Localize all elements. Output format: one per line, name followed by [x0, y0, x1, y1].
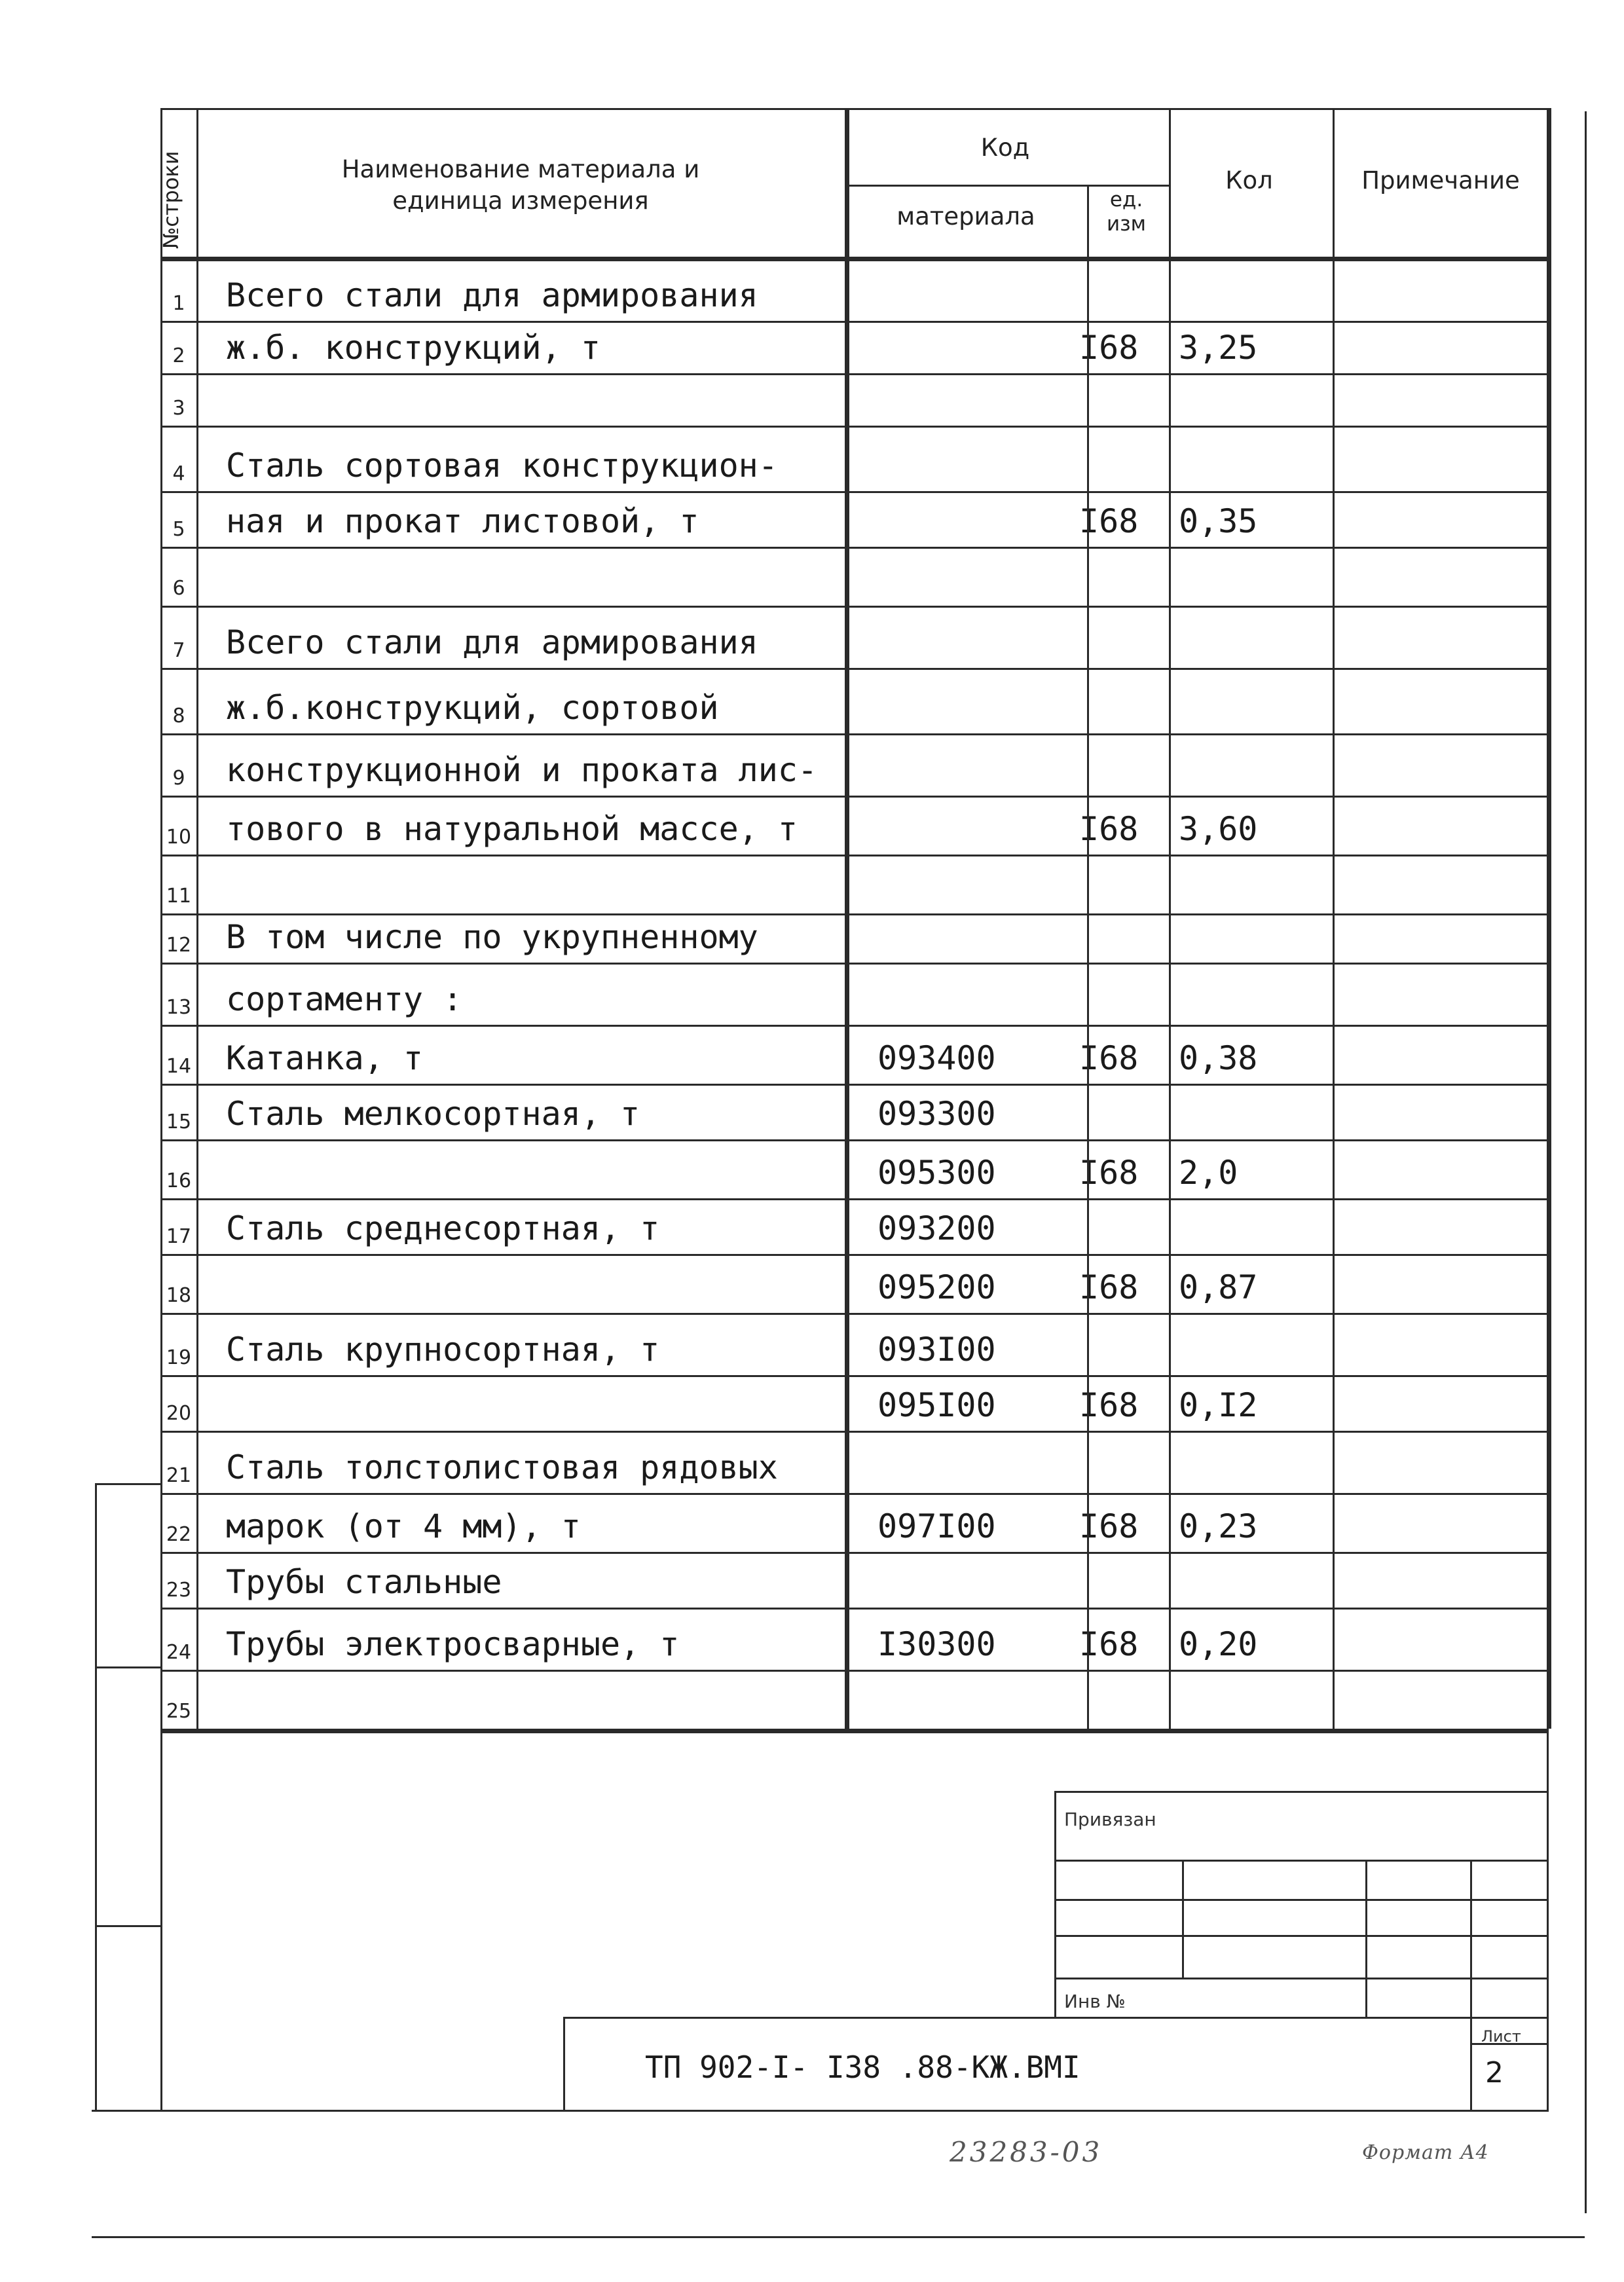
- material-name: Сталь мелкосортная, т: [226, 1095, 640, 1133]
- name-header-line2: единица измерения: [392, 187, 649, 215]
- unit-code: I68: [1079, 1386, 1139, 1424]
- unit-code: I68: [1079, 329, 1139, 367]
- unit-code: I68: [1079, 1154, 1139, 1192]
- grid-line: [563, 2017, 565, 2110]
- material-name: Сталь крупносортная, т: [226, 1331, 660, 1369]
- grid-line: [1470, 2043, 1549, 2045]
- row-number: 9: [172, 767, 185, 790]
- row-number: 2: [172, 344, 185, 367]
- material-name: Сталь сортовая конструкцион-: [226, 447, 778, 485]
- grid-line: [160, 1084, 1549, 1086]
- row-number: 15: [166, 1111, 192, 1133]
- row-number: 11: [166, 885, 192, 908]
- material-code: 095300: [877, 1154, 996, 1192]
- note-header: Примечание: [1361, 166, 1520, 194]
- material-name: Трубы электросварные, т: [226, 1625, 680, 1663]
- grid-line: [1585, 111, 1587, 2213]
- grid-line: [160, 1254, 1549, 1256]
- quantity-value: 0,87: [1179, 1268, 1258, 1306]
- page-format: Формат А4: [1362, 2141, 1489, 2164]
- material-name: Катанка, т: [226, 1039, 424, 1077]
- grid-line: [160, 1670, 1549, 1672]
- row-number: 21: [166, 1464, 192, 1487]
- grid-line: [1054, 1978, 1549, 1979]
- unit-code: I68: [1079, 810, 1139, 848]
- attached-label: Привязан: [1064, 1809, 1156, 1830]
- row-number: 16: [166, 1169, 192, 1192]
- unit-code: I68: [1079, 1507, 1139, 1545]
- material-name: сортаменту :: [226, 980, 463, 1018]
- grid-line: [160, 668, 1549, 670]
- grid-line: [1054, 1791, 1549, 1793]
- grid-line: [160, 1552, 1549, 1554]
- material-name: Всего стали для армирования: [226, 623, 758, 661]
- grid-line: [1365, 1860, 1367, 2017]
- material-name: ная и прокат листовой, т: [226, 502, 699, 540]
- grid-line: [1054, 1935, 1549, 1937]
- material-code: 095I00: [877, 1386, 996, 1424]
- grid-line: [563, 2017, 1549, 2019]
- grid-line: [1547, 1729, 1549, 2110]
- row-number: 12: [166, 934, 192, 957]
- grid-line: [1547, 108, 1551, 1729]
- material-code: 093300: [877, 1095, 996, 1133]
- material-name: Трубы стальные: [226, 1563, 502, 1601]
- quantity-value: 3,60: [1179, 810, 1258, 848]
- code-header: Код: [980, 134, 1030, 162]
- material-name: В том числе по укрупненному: [226, 918, 758, 956]
- grid-line: [160, 108, 1549, 110]
- grid-line: [160, 1025, 1549, 1027]
- row-number: 22: [166, 1523, 192, 1546]
- grid-line: [160, 796, 1549, 798]
- unit-code: I68: [1079, 502, 1139, 540]
- grid-line: [196, 108, 198, 1729]
- quantity-value: 0,38: [1179, 1039, 1258, 1077]
- grid-line: [845, 185, 1169, 187]
- row-number: 10: [166, 826, 192, 849]
- grid-line: [160, 257, 1549, 261]
- row-number: 18: [166, 1284, 192, 1307]
- row-number: 24: [166, 1641, 192, 1664]
- material-name: Всего стали для армирования: [226, 276, 758, 314]
- material-code: 097I00: [877, 1507, 996, 1545]
- material-name: конструкционной и проката лис-: [226, 751, 818, 789]
- material-code: 095200: [877, 1268, 996, 1306]
- order-number: 23283-03: [950, 2136, 1103, 2168]
- row-number: 8: [172, 705, 185, 727]
- row-number: 3: [172, 397, 185, 420]
- grid-line: [95, 1483, 97, 2110]
- grid-line: [160, 491, 1549, 493]
- grid-line: [92, 2110, 1549, 2112]
- grid-line: [1054, 1791, 1056, 2017]
- grid-line: [160, 426, 1549, 428]
- material-name: Сталь толстолистовая рядовых: [226, 1448, 778, 1486]
- quantity-value: 0,23: [1179, 1507, 1258, 1545]
- material-code: 093200: [877, 1209, 996, 1247]
- row-number-header: №строки: [158, 151, 183, 249]
- document-code: ТП 902-I- I38 .88-КЖ.ВМI: [645, 2050, 1080, 2085]
- grid-line: [160, 1608, 1549, 1610]
- quantity-value: 0,35: [1179, 502, 1258, 540]
- row-number: 17: [166, 1225, 192, 1248]
- grid-line: [160, 733, 1549, 735]
- grid-line: [160, 855, 1549, 856]
- material-name: марок (от 4 мм), т: [226, 1507, 581, 1545]
- sheet-number: 2: [1485, 2056, 1504, 2089]
- unit-code: I68: [1079, 1039, 1139, 1077]
- grid-line: [1470, 1860, 1472, 2110]
- name-header-line1: Наименование материала и: [341, 155, 700, 183]
- inventory-number-label: Инв №: [1064, 1991, 1126, 2012]
- quantity-value: 0,I2: [1179, 1386, 1258, 1424]
- material-code: I30300: [877, 1625, 996, 1663]
- quantity-value: 0,20: [1179, 1625, 1258, 1663]
- grid-line: [1054, 1899, 1549, 1901]
- grid-line: [95, 1925, 160, 1927]
- grid-line: [160, 1431, 1549, 1433]
- material-name: тового в натуральной массе, т: [226, 810, 798, 848]
- row-number: 4: [172, 462, 185, 485]
- grid-line: [1087, 185, 1089, 1729]
- grid-line: [160, 321, 1549, 323]
- grid-line: [160, 963, 1549, 965]
- grid-line: [160, 1375, 1549, 1377]
- material-name: ж.б. конструкций, т: [226, 329, 600, 367]
- material-code-header: материала: [896, 202, 1035, 230]
- row-number: 6: [172, 577, 185, 600]
- row-number: 23: [166, 1579, 192, 1602]
- grid-line: [1054, 1860, 1549, 1862]
- grid-line: [1169, 108, 1171, 1729]
- grid-line: [160, 547, 1549, 549]
- row-number: 7: [172, 639, 185, 662]
- grid-line: [160, 1493, 1549, 1495]
- row-number: 25: [166, 1700, 192, 1723]
- material-name: Сталь среднесортная, т: [226, 1209, 660, 1247]
- row-number: 5: [172, 518, 185, 541]
- grid-line: [160, 913, 1549, 915]
- grid-line: [92, 2236, 1585, 2238]
- grid-line: [160, 1139, 1549, 1141]
- row-number: 14: [166, 1055, 192, 1078]
- material-code: 093400: [877, 1039, 996, 1077]
- grid-line: [160, 606, 1549, 608]
- material-name: ж.б.конструкций, сортовой: [226, 689, 719, 727]
- row-number: 13: [166, 996, 192, 1019]
- grid-line: [95, 1483, 160, 1485]
- grid-line: [160, 108, 162, 2110]
- unit-header-line1: ед.: [1109, 188, 1143, 212]
- quantity-value: 3,25: [1179, 329, 1258, 367]
- unit-header-line2: изм: [1106, 212, 1147, 236]
- quantity-header: Кол: [1225, 166, 1273, 194]
- grid-line: [95, 1666, 160, 1668]
- grid-line: [845, 108, 849, 1729]
- grid-line: [160, 1313, 1549, 1315]
- grid-line: [160, 1198, 1549, 1200]
- grid-line: [1182, 1860, 1184, 1978]
- quantity-value: 2,0: [1179, 1154, 1238, 1192]
- unit-code: I68: [1079, 1268, 1139, 1306]
- grid-line: [160, 1729, 1549, 1733]
- row-number: 1: [172, 292, 185, 315]
- material-code: 093I00: [877, 1331, 996, 1369]
- row-number: 19: [166, 1346, 192, 1369]
- sheet-label: Лист: [1481, 2027, 1521, 2046]
- grid-line: [1333, 108, 1335, 1729]
- grid-line: [160, 373, 1549, 375]
- row-number: 20: [166, 1402, 192, 1425]
- unit-code: I68: [1079, 1625, 1139, 1663]
